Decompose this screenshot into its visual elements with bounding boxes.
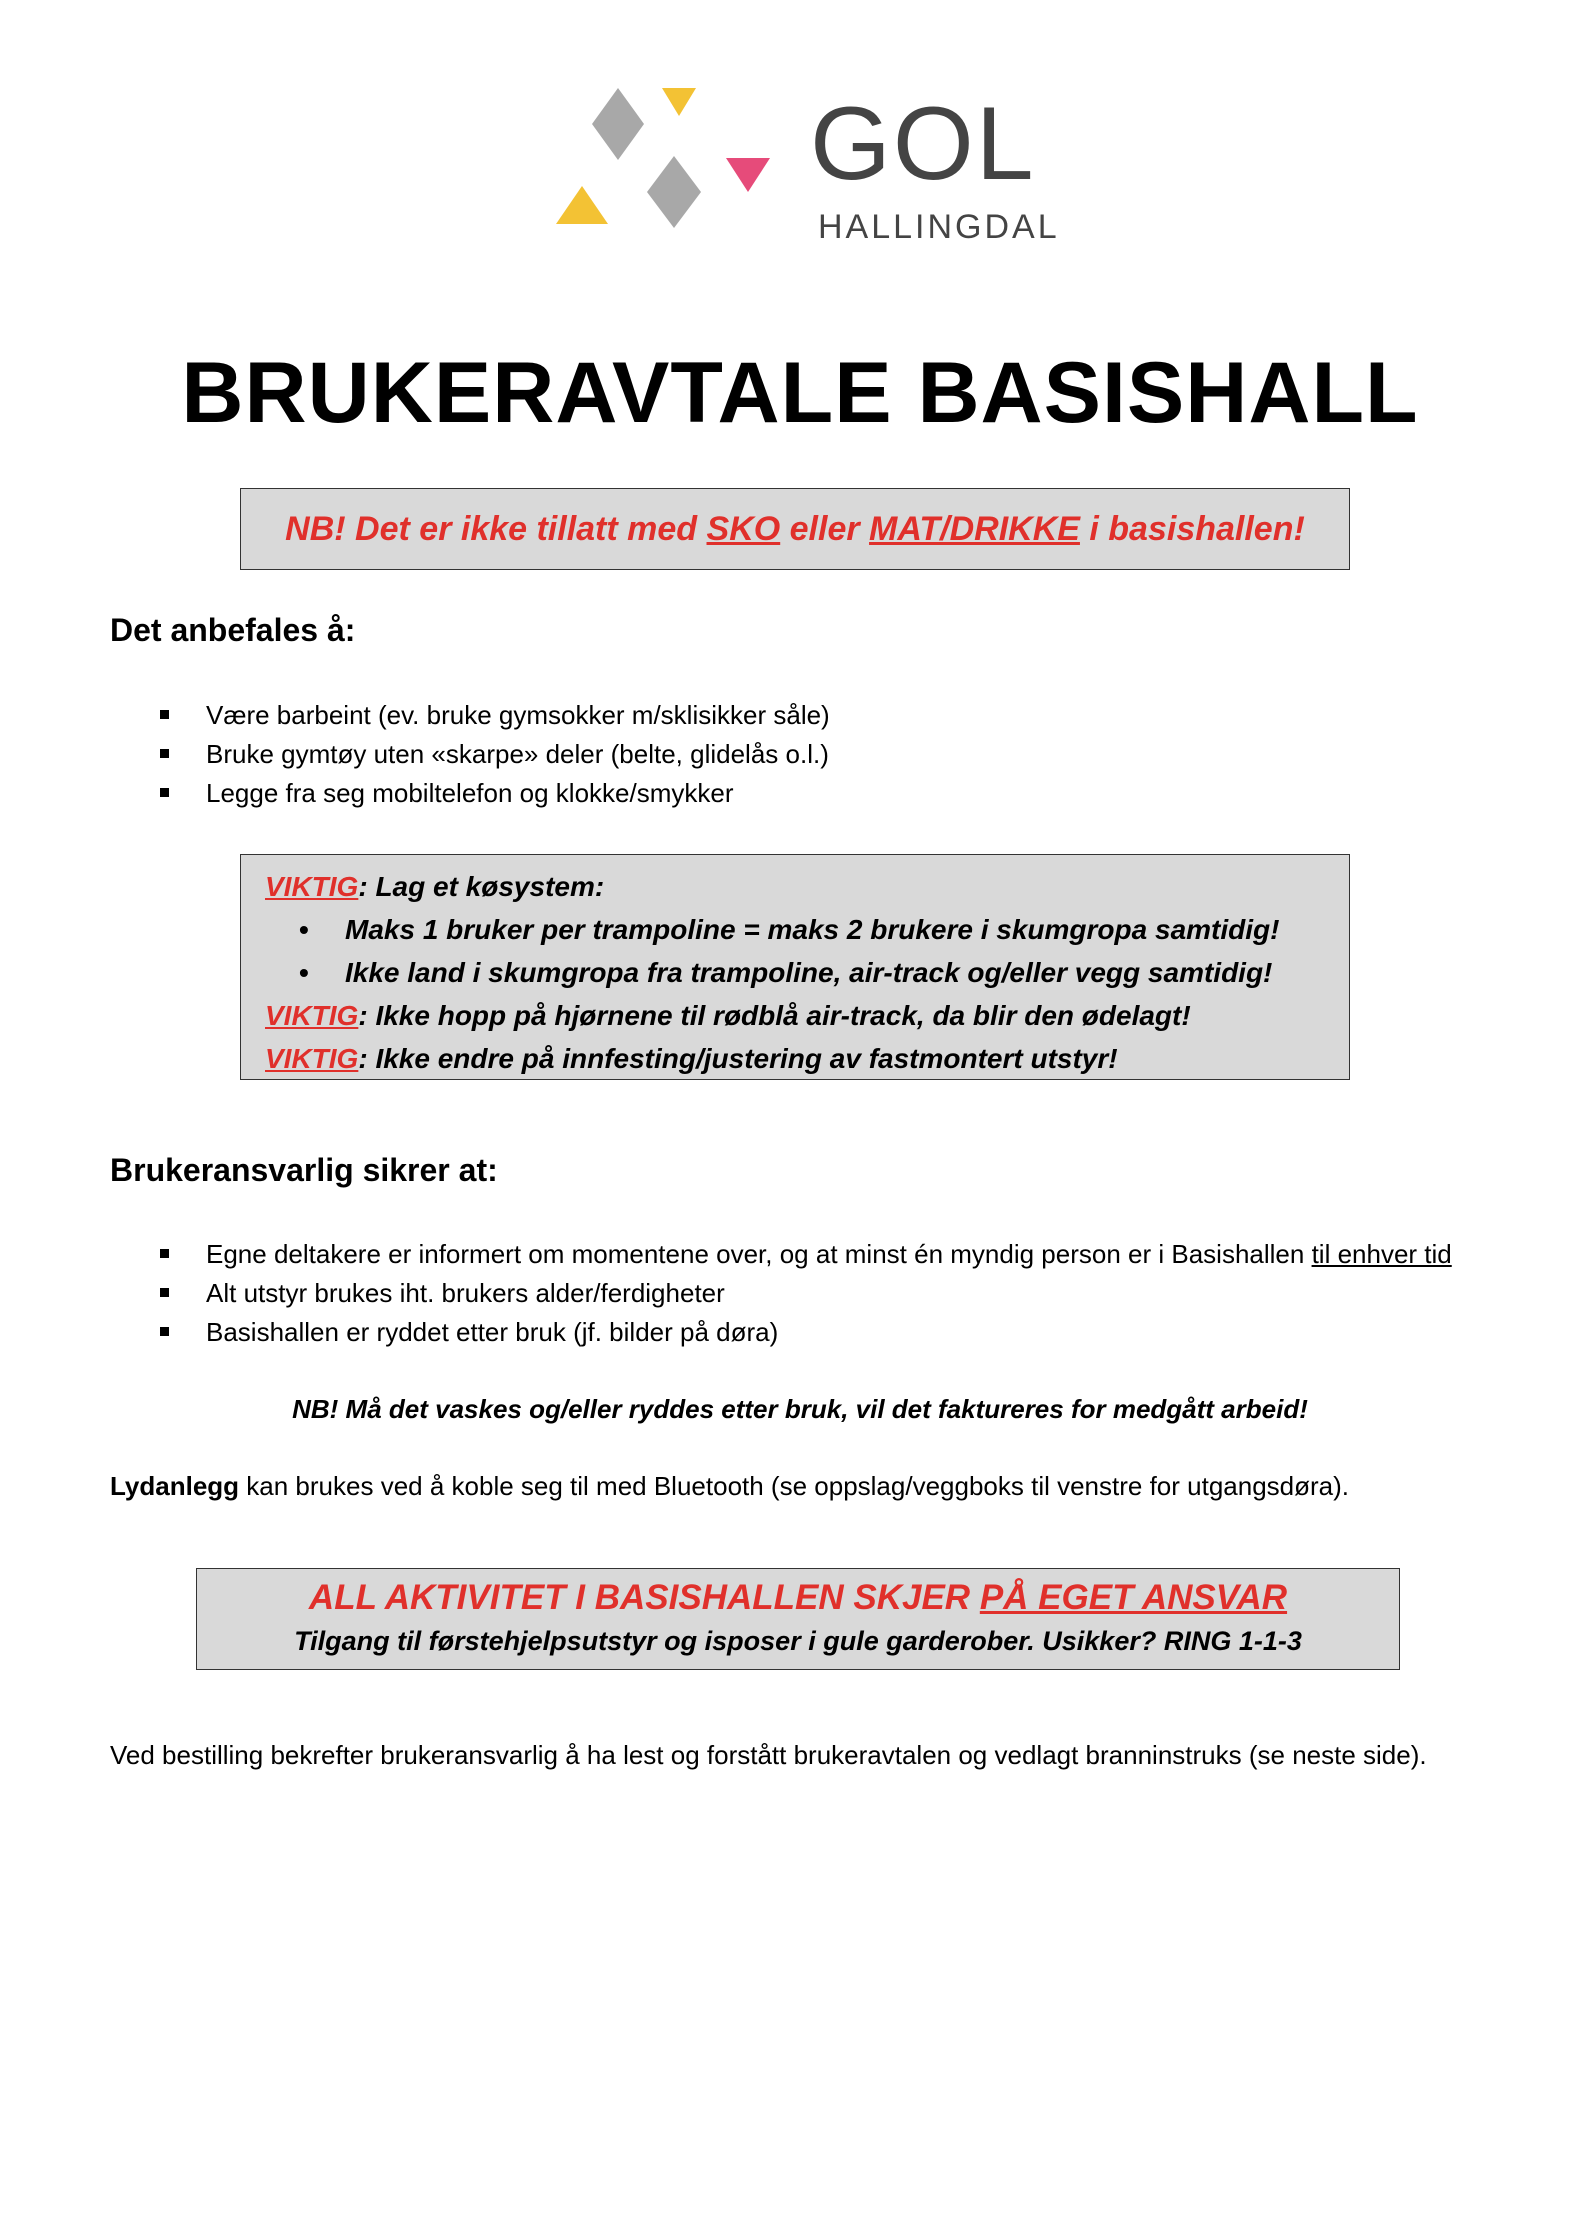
logo-mark-icon xyxy=(556,86,806,256)
notice-item-food: MAT/DRIKKE xyxy=(869,510,1080,548)
responsibility-main: ALL AKTIVITET I BASISHALLEN SKJER xyxy=(308,1578,980,1617)
notice-box xyxy=(240,488,1350,570)
notice-prefix: NB! Det er ikke tillatt med xyxy=(285,510,707,548)
sound-text: kan brukes ved å koble seg til med Bluetooth (se oppslag/veggboks til venstre for utgangsdøra). xyxy=(239,1471,1350,1501)
list-item: Basishallen er ryddet etter bruk (jf. bilder på døra) xyxy=(160,1313,1452,1352)
list-item: Bruke gymtøy uten «skarpe» deler (belte, glidelås o.l.) xyxy=(160,735,830,774)
responsibility-underlined: PÅ EGET ANSVAR xyxy=(979,1578,1288,1617)
notice-text xyxy=(241,509,1349,550)
logo-subtext: HALLINGDAL xyxy=(818,208,1060,246)
responsibility-line1 xyxy=(197,1577,1399,1619)
logo-text: GOL xyxy=(810,86,1036,202)
responsible-heading: Brukeransvarlig sikrer at: xyxy=(110,1152,498,1188)
important-tag: VIKTIG xyxy=(265,1043,359,1074)
important-line2-text: : Ikke hopp på hjørnene til rødblå air-track, da blir den ødelagt! xyxy=(358,1000,1191,1031)
important-box xyxy=(240,854,1350,1080)
important-line-queue xyxy=(265,865,1279,908)
list-item xyxy=(160,1235,1452,1274)
sound-paragraph xyxy=(110,1471,1349,1502)
important-line-airtrack xyxy=(265,994,1279,1037)
notice-middle: eller xyxy=(780,510,870,548)
notice-item-shoes: SKO xyxy=(706,510,781,548)
list-item: Alt utstyr brukes iht. brukers alder/ferdigheter xyxy=(160,1274,1452,1313)
important-sub-item: • Maks 1 bruker per trampoline = maks 2 brukere i skumgropa samtidig! xyxy=(265,908,1279,951)
recommended-heading: Det anbefales å: xyxy=(110,612,356,648)
list-item: Være barbeint (ev. bruke gymsokker m/sklisikker såle) xyxy=(160,696,830,735)
responsibility-box xyxy=(196,1568,1400,1670)
responsible-item1-text: Egne deltakere er informert om momentene over, og at minst én myndig person er i Basishallen xyxy=(206,1239,1312,1269)
important-tag: VIKTIG xyxy=(265,871,359,902)
responsibility-line2: Tilgang til førstehjelpsutstyr og isposer i gule garderober. Usikker? RING 1-1-3 xyxy=(294,1626,1302,1656)
notice-suffix: i basishallen! xyxy=(1079,510,1305,548)
important-sub-item: • Ikke land i skumgropa fra trampoline, air-track og/eller vegg samtidig! xyxy=(265,951,1279,994)
sound-label: Lydanlegg xyxy=(110,1471,240,1501)
important-content xyxy=(265,865,1279,1080)
gol-hallingdal-logo xyxy=(556,86,1060,256)
list-item: Legge fra seg mobiltelefon og klokke/smykker xyxy=(160,774,830,813)
important-line3-text: : Ikke endre på innfesting/justering av fastmontert utstyr! xyxy=(358,1043,1118,1074)
recommended-list xyxy=(160,696,830,813)
responsible-item1-underlined: til enhver tid xyxy=(1311,1239,1452,1269)
footer-paragraph: Ved bestilling bekrefter brukeransvarlig å ha lest og forstått brukeravtalen og vedlagt branninstruks (se neste side). xyxy=(110,1740,1427,1770)
page-title: BRUKERAVTALE BASISHALL xyxy=(181,345,1419,441)
important-tag: VIKTIG xyxy=(265,1000,359,1031)
responsible-list xyxy=(160,1235,1452,1352)
important-line-equipment xyxy=(265,1037,1279,1080)
important-line1-text: : Lag et køsystem: xyxy=(358,871,605,902)
cleaning-notice: NB! Må det vaskes og/eller ryddes etter bruk, vil det faktureres for medgått arbeid! xyxy=(292,1394,1308,1424)
